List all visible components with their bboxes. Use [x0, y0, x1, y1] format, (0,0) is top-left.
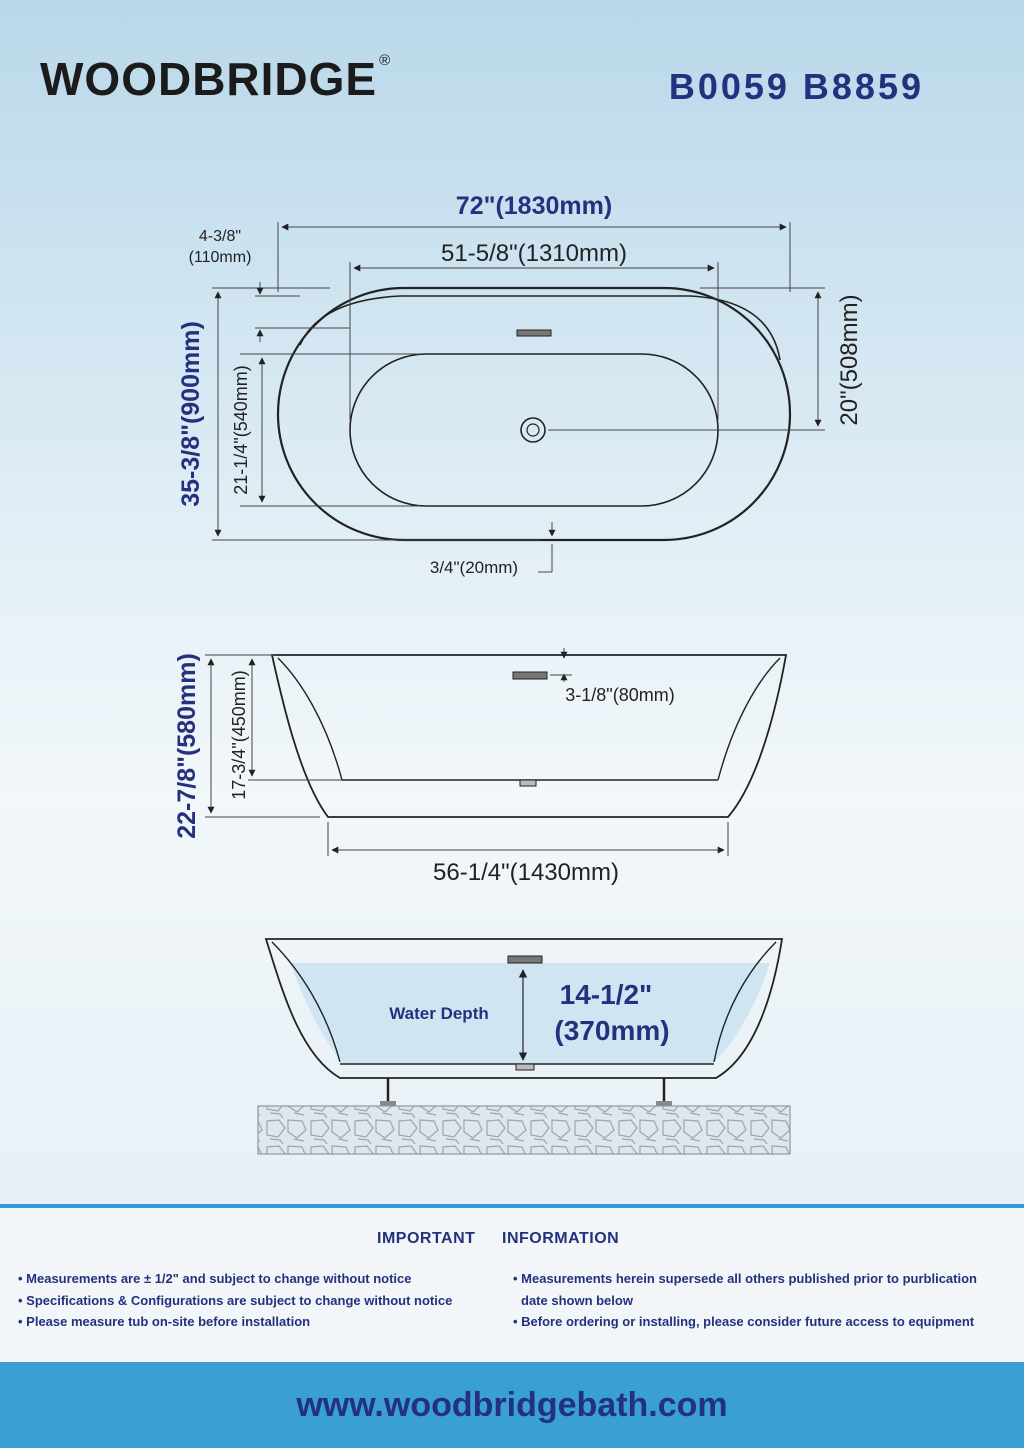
- info-title-important: IMPORTANT: [377, 1230, 476, 1247]
- drain-offset-label: 20"(508mm): [836, 294, 863, 426]
- drain-icon: [521, 418, 545, 442]
- info-title-information: INFORMATION: [502, 1230, 620, 1247]
- note-item: • Measurements herein supersede all others published prior to purblication: [513, 1271, 977, 1286]
- overall-height-label: 22-7/8"(580mm): [173, 653, 201, 839]
- registered-mark: ®: [379, 51, 392, 69]
- inner-width-label: 21-1/4"(540mm): [231, 365, 251, 495]
- overall-width-label: 35-3/8"(900mm): [177, 321, 205, 507]
- website-link[interactable]: www.woodbridgebath.com: [296, 1386, 728, 1424]
- note-item: • Measurements are ± 1/2" and subject to change without notice: [18, 1271, 412, 1286]
- side-view-dimension-lines: [205, 648, 728, 856]
- side-view: [272, 655, 786, 817]
- left-notes: [18, 1268, 452, 1333]
- water-fill: [290, 963, 770, 1064]
- overflow-drop-label: 3-1/8"(80mm): [565, 685, 675, 705]
- stone-floor: [258, 1106, 790, 1154]
- base-length-label: 56-1/4"(1430mm): [433, 859, 619, 886]
- overflow-icon: [517, 330, 551, 336]
- model-numbers: B0059 B8859: [668, 66, 924, 107]
- water-depth-mm-label: (370mm): [554, 1015, 670, 1046]
- brand-name: WOODBRIDGE: [40, 53, 378, 105]
- note-item: • Before ordering or installing, please consider future access to equipment: [513, 1314, 975, 1329]
- overall-length-label: 72"(1830mm): [455, 192, 613, 220]
- water-depth-label: Water Depth: [389, 1004, 489, 1023]
- top-view: [278, 288, 790, 540]
- note-item: • Please measure tub on-site before installation: [18, 1314, 311, 1329]
- right-notes: [513, 1268, 977, 1333]
- water-depth-in-label: 14-1/2": [559, 979, 653, 1010]
- base-offset-label: 3/4"(20mm): [429, 558, 519, 577]
- water-overflow-icon: [508, 956, 542, 963]
- rim-width-in-label: 4-3/8": [198, 228, 242, 245]
- note-item: date shown below: [521, 1292, 633, 1308]
- inner-length-label: 51-5/8"(1310mm): [441, 240, 627, 267]
- note-item: • Specifications & Configurations are subject to change without notice: [18, 1292, 453, 1308]
- tub-outer-rim: [278, 288, 790, 540]
- side-overflow-icon: [513, 672, 547, 679]
- water-depth-view: [258, 939, 790, 1154]
- interior-depth-label: 17-3/4"(450mm): [229, 670, 249, 800]
- rim-width-mm-label: (110mm): [188, 249, 252, 266]
- tub-rim-shadow: [300, 296, 780, 360]
